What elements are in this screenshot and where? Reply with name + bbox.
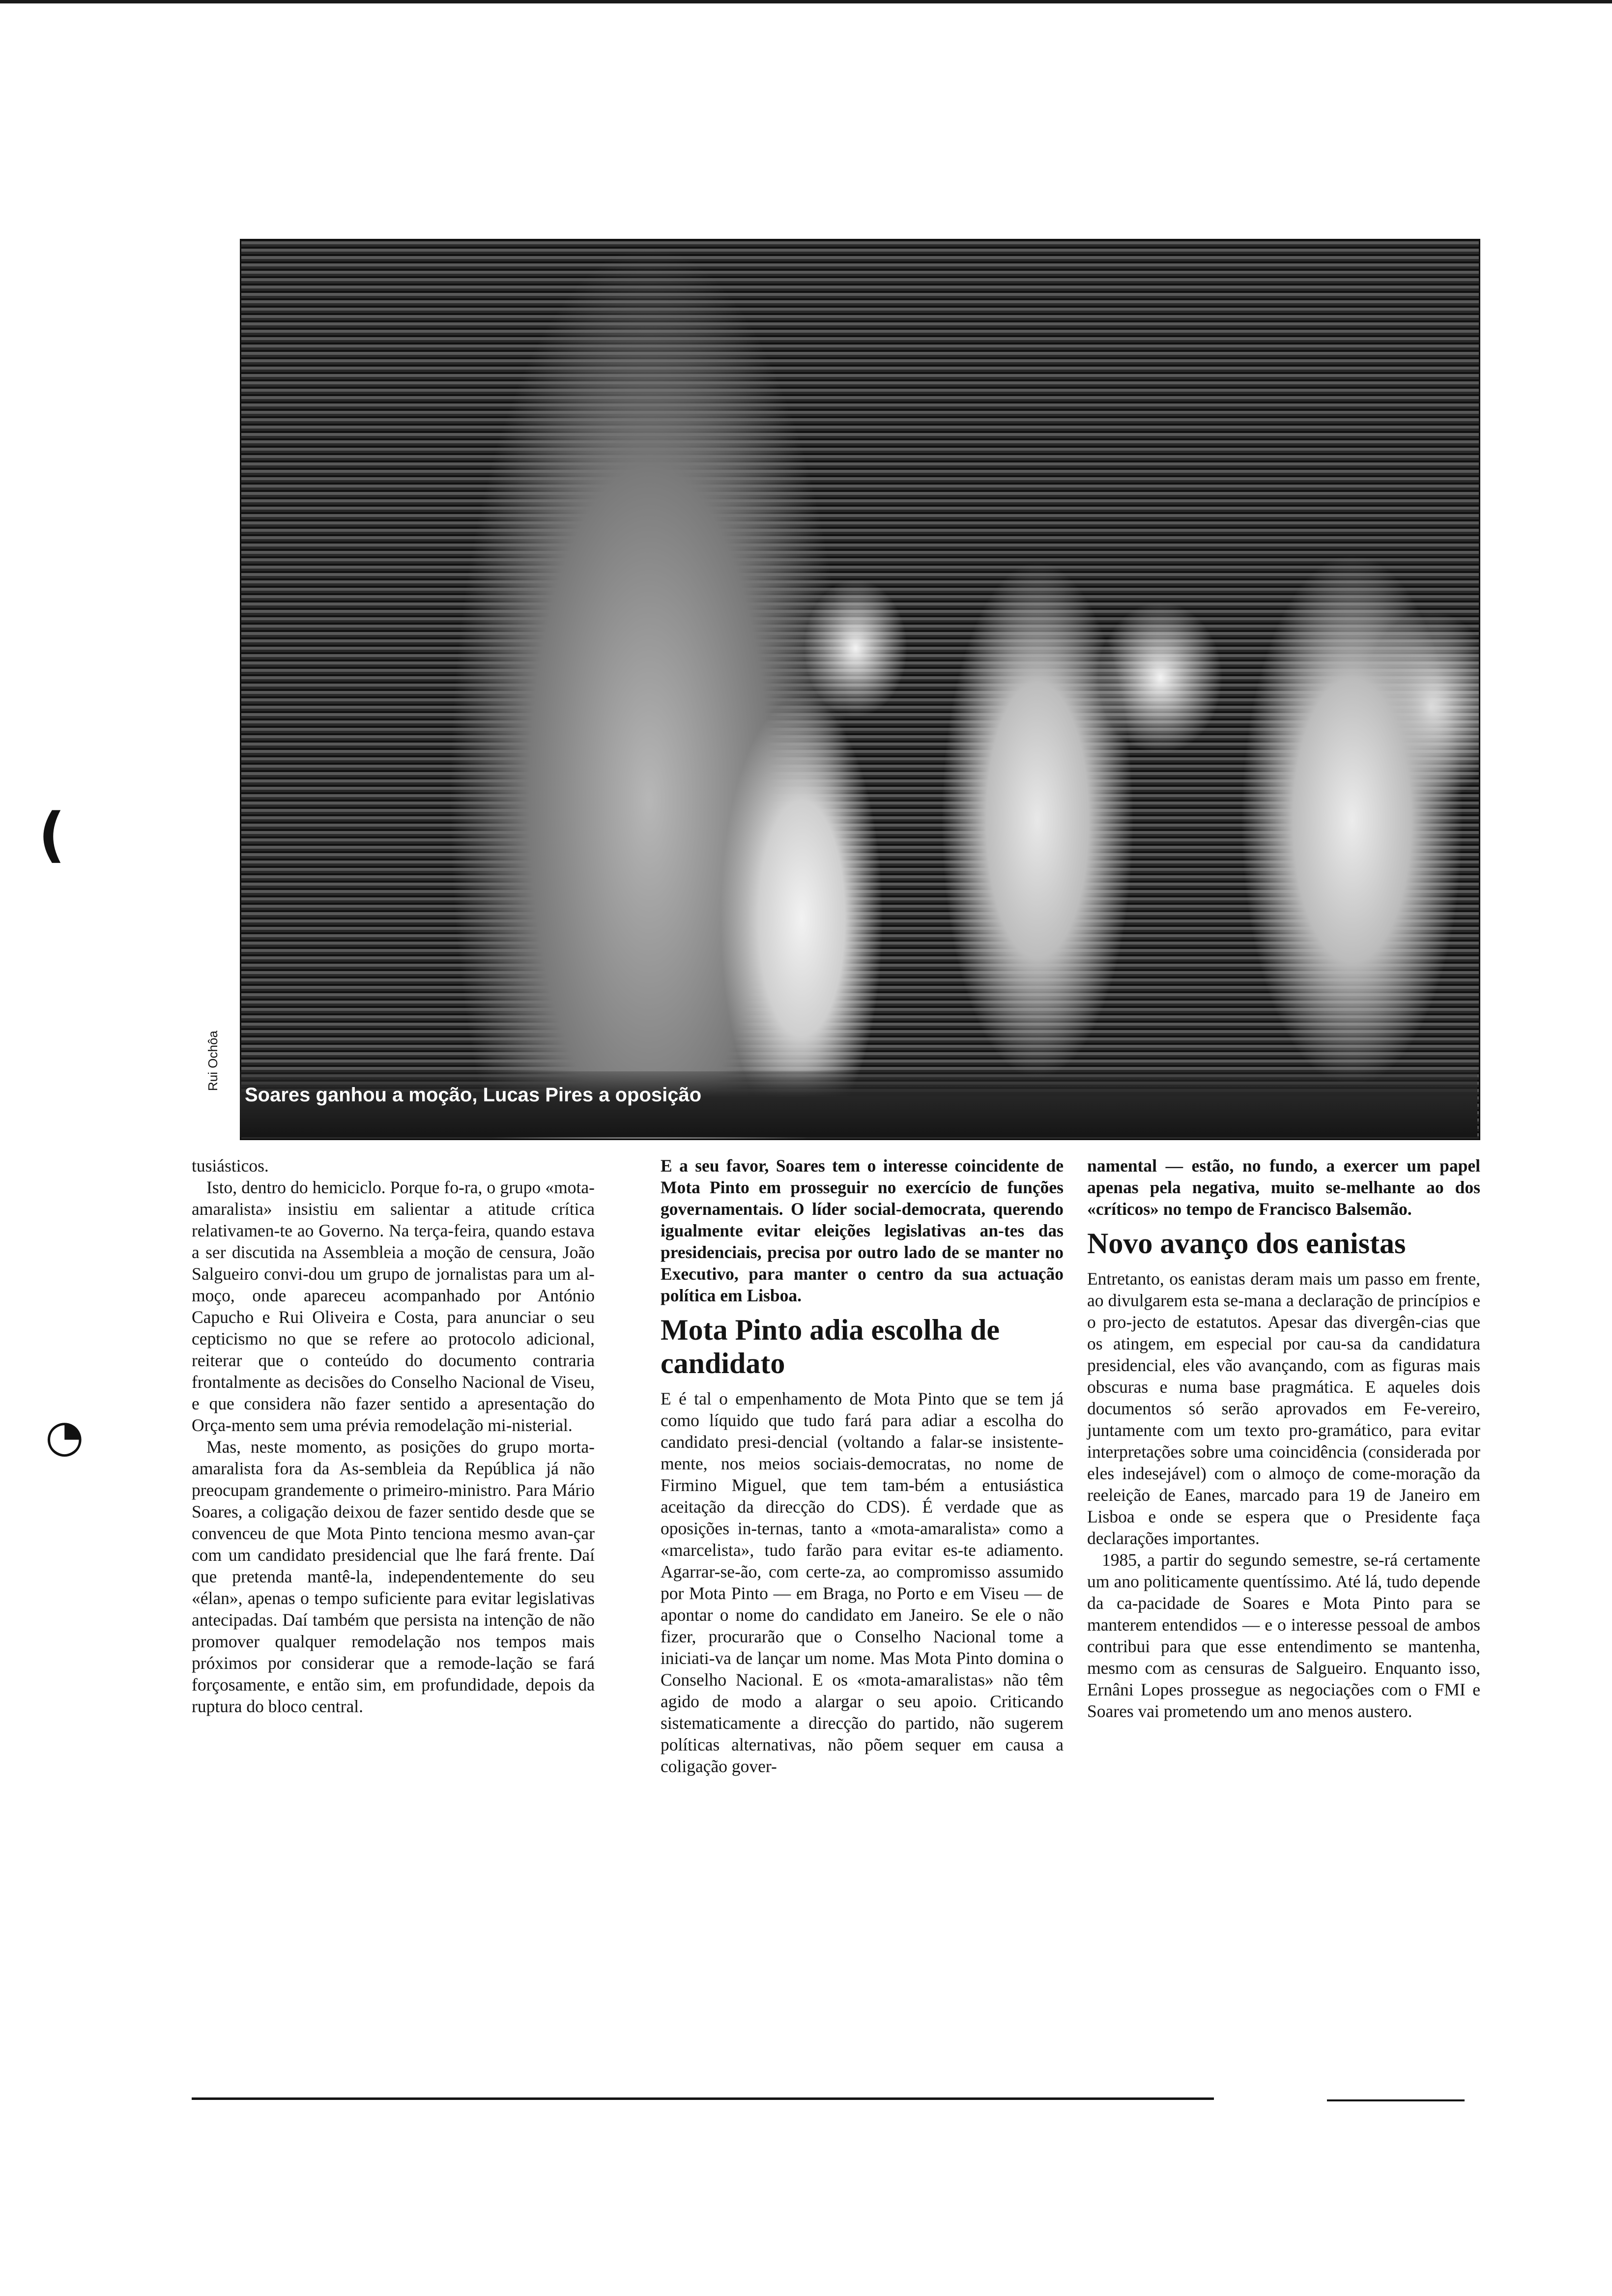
photo-caption: Soares ganhou a moção, Lucas Pires a oposição: [245, 1084, 702, 1106]
binding-mark: (: [38, 801, 65, 869]
photo-credit: Rui Ochôa: [205, 1031, 220, 1091]
paragraph: E é tal o empenhamento de Mota Pinto que se tem já como líquido que tudo fará para adiar a escolha do candidato presi-dencial (voltando a falar-se insistente-mente, nos meios sociais-democratas, no nome de Firmino Miguel, que tem tam-bém a entusiástica aceitação da direcção do CDS). É verdade que as oposições in-ternas, tanto a «mota-amaralista» como a «marcelista», tudo farão para evitar es-te adiamento. Agarrar-se-ão, com certe-za, ao compromisso assumido por Mota Pinto — em Braga, no Porto e em Viseu — de apontar o nome do candidato em Janeiro. Se ele o não fizer, procurarão que o Conselho Nacional tome a iniciati-va de lançar um nome. Mas Mota Pinto domina o Conselho Nacional. E os «mota-amaralistas» não têm agido de modo a alargar o seu apoio. Criticando sistematicamente a direcção do partido, não sugerem políticas alternativas, não põem sequer em causa a coligação gover-: [661, 1389, 1064, 1776]
paragraph: tusiásticos.: [192, 1156, 269, 1176]
binding-mark: ◔: [45, 1410, 84, 1462]
paragraph: Mas, neste momento, as posições do grupo morta-amaralista fora da As-sembleia da República já não preocupam grandemente o primeiro-ministro. Para Mário Soares, a coligação deixou de fazer sentido desde que se convenceu de que Mota Pinto tenciona mesmo avan-çar com um candidato presidencial que lhe fará frente. Daí que pretenda mantê-la, independentemente do seu «élan», apenas o tempo suficiente para evitar legislativas antecipadas. Daí também que persista na intenção de não promover qualquer remodelação nos tempos mais próximos por considerar que a remode-lação se fará forçosamente, e então sim, em profundidade, depois da ruptura do bloco central.: [192, 1437, 595, 1716]
top-border-line: [0, 0, 1612, 3]
article-column-1: [192, 1155, 595, 1717]
article-column-3: [1087, 1155, 1480, 1722]
bottom-rule: [1327, 2099, 1465, 2101]
bottom-rule: [192, 2097, 1214, 2100]
photo-caption-bar: [240, 1071, 1477, 1137]
paragraph: Entretanto, os eanistas deram mais um passo em frente, ao divulgarem esta se-mana a declaração de princípios e o pro-jecto de estatutos. Apesar das divergên-cias que os atingem, em especial por cau-sa da candidatura presidencial, eles vão avançando, com as figuras mais obscuras e numa base pragmática. E aqueles dois documentos só serão aprovados em Fe-vereiro, juntamente com um texto pro-gramático, para evitar interpretações sobre uma coincidência (considerada por eles indesejável) com o almoço de come-moração da reeleição de Eanes, marcado para 19 de Janeiro em Lisboa e onde se espera que o Presidente faça declarações importantes.: [1087, 1269, 1480, 1548]
section-heading: Mota Pinto adia escolha de candidato: [661, 1314, 1000, 1379]
paragraph: Isto, dentro do hemiciclo. Porque fo-ra, o grupo «mota-amaralista» insistiu em salientar a atitude crítica relativamen-te ao Governo. Na terça-feira, quando estava a ser discutida na Assembleia a moção de censura, João Salgueiro convi-dou um grupo de jornalistas para um al-moço, onde apareceu acompanhado por António Capucho e Rui Oliveira e Costa, para anunciar o seu cepticismo no que se refere ao protocolo adicional, reiterar que o conteúdo do documento contraria frontalmente as decisões do Conselho Nacional de Viseu, e que considera não fazer sentido a apresentação do Orça-mento sem uma prévia remodelação mi-nisterial.: [192, 1177, 595, 1435]
paragraph: E a seu favor, Soares tem o interesse coincidente de Mota Pinto em prosseguir no exercício de funções governamentais. O líder social-democrata, querendo igualmente evitar eleições legislativas an-tes das presidenciais, precisa por outro lado de se manter no Executivo, para manter o centro da sua actuação política em Lisboa.: [661, 1156, 1064, 1305]
paragraph: namental — estão, no fundo, a exercer um papel apenas pela negativa, muito se-melhante ao dos «críticos» no tempo de Francisco Balsemão.: [1087, 1156, 1480, 1219]
news-photo: [240, 239, 1480, 1140]
section-heading: Novo avanço dos eanistas: [1087, 1227, 1406, 1260]
paragraph: 1985, a partir do segundo semestre, se-rá certamente um ano politicamente quentíssimo. Até lá, tudo depende da ca-pacidade de Soares e Mota Pinto para se manterem entendidos — e o interesse pessoal de ambos contribui para que esse entendimento se mantenha, mesmo com as censuras de Salgueiro. Enquanto isso, Ernâni Lopes prossegue as negociações com o FMI e Soares vai prometendo um ano menos austero.: [1087, 1550, 1480, 1721]
article-column-2: [661, 1155, 1064, 1777]
